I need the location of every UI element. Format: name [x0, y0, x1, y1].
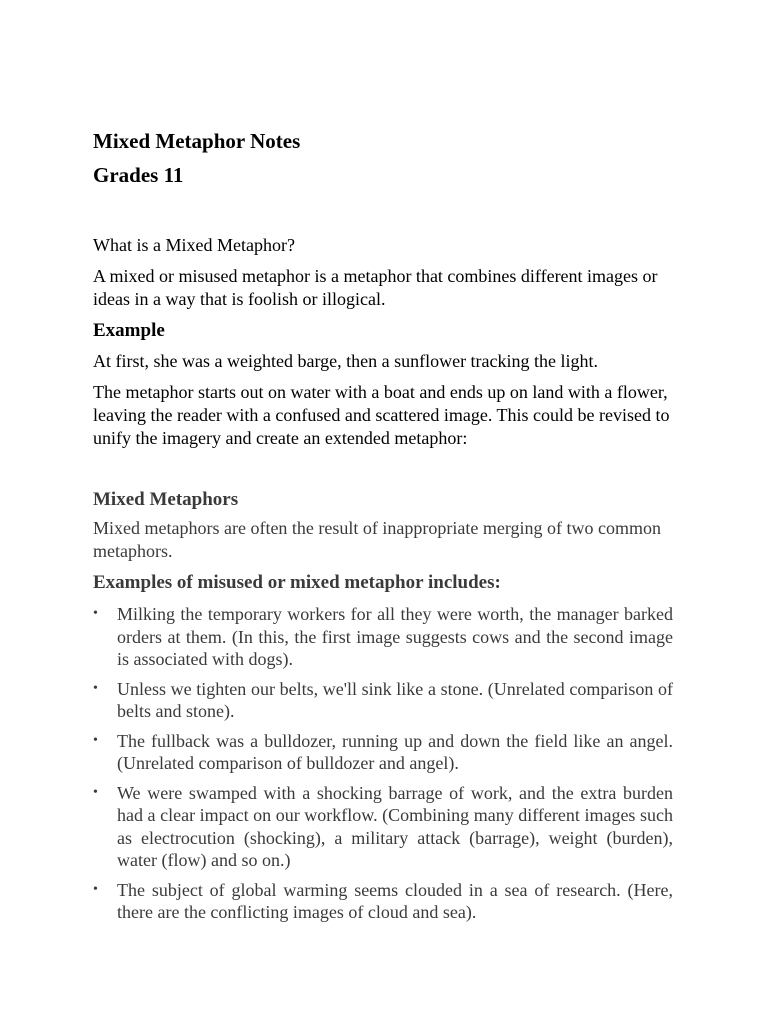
definition-paragraph: A mixed or misused metaphor is a metaphor that combines different images or ideas in a way that is foolish or illogical. — [93, 266, 658, 309]
bullet-icon: • — [93, 784, 98, 800]
list-item — [93, 678, 673, 723]
list-item-text: Unless we tighten our belts, we'll sink like a stone. (Unrelated comparison of belts and stone). — [117, 678, 673, 721]
examples-heading: Examples of misused or mixed metaphor includes: — [93, 572, 501, 593]
document-page — [93, 124, 673, 931]
list-item — [93, 603, 673, 671]
question-text: What is a Mixed Metaphor? — [93, 235, 295, 255]
examples-list — [93, 603, 673, 924]
bullet-icon: • — [93, 881, 98, 897]
list-item — [93, 879, 673, 924]
example-heading: Example — [93, 320, 165, 341]
bullet-icon: • — [93, 606, 98, 621]
document-title: Mixed Metaphor Notes — [93, 129, 301, 153]
section-spacer — [93, 458, 673, 488]
bullet-icon: • — [93, 732, 98, 748]
example-sentence: At first, she was a weighted barge, then a sunflower tracking the light. — [93, 351, 599, 371]
list-item — [93, 730, 673, 775]
list-item — [93, 782, 673, 872]
document-subtitle: Grades 11 — [93, 163, 184, 187]
mixed-metaphors-text: Mixed metaphors are often the result of inappropriate merging of two common metaphors. — [93, 518, 662, 561]
list-item-text: The subject of global warming seems clouded in a sea of research. (Here, there are the conflicting images of cloud and sea). — [117, 879, 673, 922]
example-explanation: The metaphor starts out on water with a boat and ends up on land with a flower, leaving the reader with a confused and scattered image. This could be revised to unify the imagery and create an extended metaphor: — [93, 382, 670, 448]
list-item-text: The fullback was a bulldozer, running up and down the field like an angel. (Unrelated comparison of bulldozer and angel). — [117, 730, 673, 773]
mixed-metaphors-heading: Mixed Metaphors — [93, 489, 239, 510]
list-item-text: We were swamped with a shocking barrage of work, and the extra burden had a clear impact on our workflow. (Combining many different images such as electrocution (shocking), a military attack (barrage), weight (burden), water (flow) and so on.) — [117, 782, 673, 870]
list-item-text: Milking the temporary workers for all they were worth, the manager barked orders at them. (In this, the first image suggests cows and the second image is associated with dogs). — [117, 604, 673, 669]
bullet-icon: • — [93, 680, 98, 696]
